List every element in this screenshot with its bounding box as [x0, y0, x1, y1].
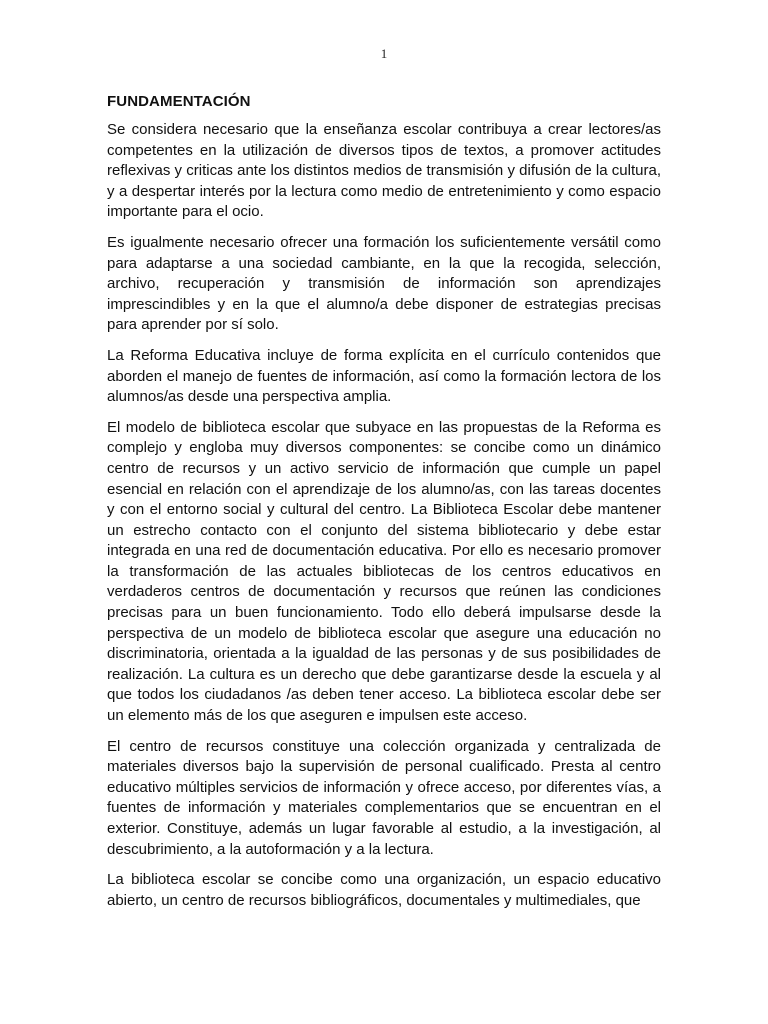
section-heading: FUNDAMENTACIÓN [107, 93, 251, 110]
paragraph-6: La biblioteca escolar se concibe como una organización, un espacio educativo abierto, un centro de recursos bibliográficos, documentales y multimediales, que [107, 871, 661, 909]
paragraph-5: El centro de recursos constituye una colección organizada y centralizada de materiales diversos bajo la supervisión de personal cualificado. Presta al centro educativo múltiples servicios de información y ofrece acceso, por diferentes vías, a fuentes de información y materiales complementarios que se encuentran en el exterior. Constituye, además un lugar favorable al estudio, a la investigación, al descubrimiento, a la autoformación y a la lectura. [107, 737, 661, 858]
paragraph-1: Se considera necesario que la enseñanza escolar contribuya a crear lectores/as competentes en la utilización de diversos tipos de textos, a promover actitudes reflexivas y criticas ante los distintos medios de transmisión y difusión de la cultura, y a despertar interés por la lectura como medio de entretenimiento y como espacio importante para el ocio. [107, 121, 661, 221]
paragraph-4: El modelo de biblioteca escolar que subyace en las propuestas de la Reforma es complejo y engloba muy diversos componentes: se concibe como un dinámico centro de recursos y un activo servicio de información que cumple un papel esencial en relación con el aprendizaje de los alumno/as, con las tareas docentes y con el entorno social y cultural del centro. La Biblioteca Escolar debe mantener un estrecho contacto con el conjunto del sistema bibliotecario y debe estar integrada en una red de documentación educativa. Por ello es necesario promover la transformación de las actuales bibliotecas de los centros educativos en verdaderos centros de documentación y recursos que reúnen las condiciones precisas para un buen funcionamiento. Todo ello deberá impulsarse desde la perspectiva de un modelo de biblioteca escolar que asegure una educación no discriminatoria, orientada a la igualdad de las personas y de sus posibilidades de realización. La cultura es un derecho que debe garantizarse desde la escuela y al que todos los ciudadanos /as deben tener acceso. La biblioteca escolar debe ser un elemento más de los que aseguren e impulsen este acceso. [107, 418, 661, 725]
paragraph-3: La Reforma Educativa incluye de forma explícita en el currículo contenidos que aborden el manejo de fuentes de información, así como la formación lectora de los alumnos/as desde una perspectiva amplia. [107, 346, 661, 406]
page-number: 1 [380, 46, 388, 61]
document-body [107, 92, 661, 911]
paragraph-2: Es igualmente necesario ofrecer una formación los suficientemente versátil como para adaptarse a una sociedad cambiante, en la que la recogida, selección, archivo, recuperación y transmisión de información son aprendizajes imprescindibles y en la que el alumno/a debe disponer de estrategias precisas para aprender por sí solo. [107, 233, 661, 334]
